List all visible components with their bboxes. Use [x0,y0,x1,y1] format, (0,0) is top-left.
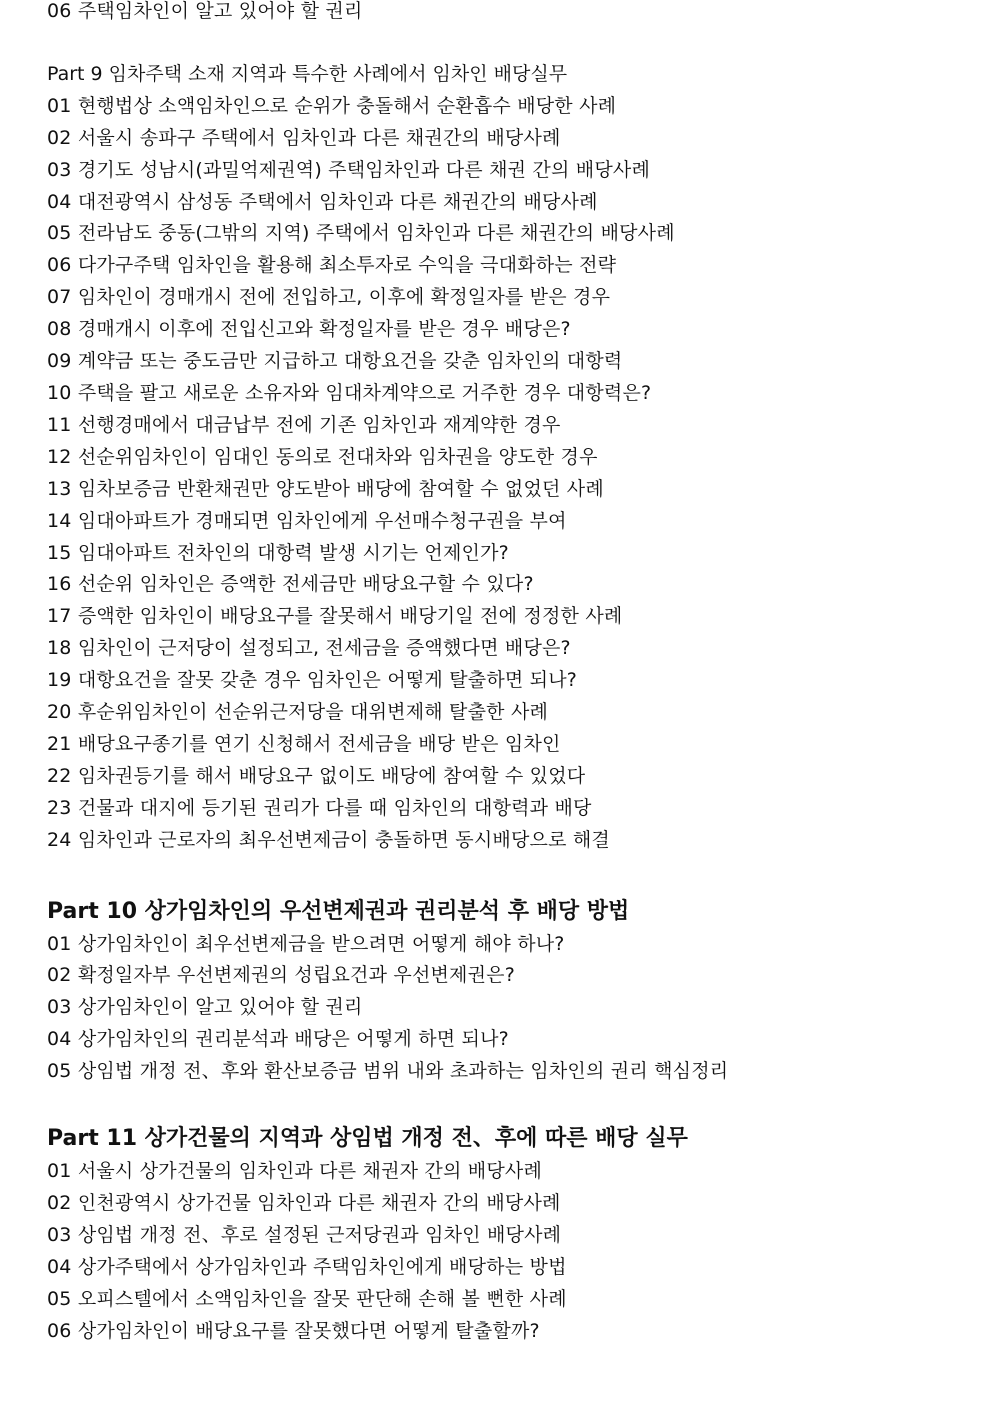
list-item: 23 건물과 대지에 등기된 권리가 다를 때 임차인의 대항력과 배당 [47,796,592,819]
list-item: 06 상가임차인이 배당요구를 잘못했다면 어떻게 탈출할까? [47,1319,540,1342]
list-item: 01 서울시 상가건물의 임차인과 다른 채권자 간의 배당사례 [47,1160,542,1183]
list-item: 05 전라남도 중동(그밖의 지역) 주택에서 임차인과 다른 채권간의 배당사례 [47,222,675,245]
part9-list [47,91,977,857]
list-item: 03 경기도 성남시(과밀억제권역) 주택임차인과 다른 채권 간의 배당사례 [47,158,650,181]
intro-item: 06 주택임차인이 알고 있어야 할 권리 [47,0,363,22]
list-item: 22 임차권등기를 해서 배당요구 없이도 배당에 참여할 수 있었다 [47,764,586,787]
list-item: 06 다가구주택 임차인을 활용해 최소투자로 수익을 극대화하는 전략 [47,254,617,277]
list-item: 04 상가주택에서 상가임차인과 주택임차인에게 배당하는 방법 [47,1255,567,1278]
list-item: 07 임차인이 경매개시 전에 전입하고, 이후에 확정일자를 받은 경우 [47,286,611,309]
list-item: 16 선순위 임차인은 증액한 전세금만 배당요구할 수 있다? [47,573,534,596]
list-item: 11 선행경매에서 대금납부 전에 기존 임차인과 재계약한 경우 [47,413,561,436]
list-item: 19 대항요건을 잘못 갖춘 경우 임차인은 어떻게 탈출하면 되나? [47,669,578,692]
list-item: 13 임차보증금 반환채권만 양도받아 배당에 참여할 수 없었던 사례 [47,477,604,500]
list-item: 09 계약금 또는 중도금만 지급하고 대항요건을 갖춘 임차인의 대항력 [47,350,623,373]
list-item: 04 상가임차인의 권리분석과 배당은 어떻게 하면 되나? [47,1028,509,1051]
list-item: 12 선순위임차인이 임대인 동의로 전대차와 임차권을 양도한 경우 [47,445,598,468]
list-item: 04 대전광역시 삼성동 주택에서 임차인과 다른 채권간의 배당사례 [47,190,598,213]
list-item: 14 임대아파트가 경매되면 임차인에게 우선매수청구권을 부여 [47,509,567,532]
list-item: 21 배당요구종기를 연기 신청해서 전세금을 배당 받은 임차인 [47,732,561,755]
list-item: 02 서울시 송파구 주택에서 임차인과 다른 채권간의 배당사례 [47,126,561,149]
list-item: 03 상임법 개정 전、후로 설정된 근저당권과 임차인 배당사례 [47,1223,562,1246]
list-item: 10 주택을 팔고 새로운 소유자와 임대차계약으로 거주한 경우 대항력은? [47,381,652,404]
list-item: 03 상가임차인이 알고 있어야 할 권리 [47,996,363,1019]
list-item: 05 오피스텔에서 소액임차인을 잘못 판단해 손해 볼 뻔한 사례 [47,1287,567,1310]
spacer [47,1088,977,1122]
part10-list [47,929,977,1089]
spacer [47,857,977,895]
spacer [47,28,977,59]
part11-title: Part 11 상가건물의 지역과 상임법 개정 전、후에 따른 배당 실무 [47,1126,688,1152]
list-item: 02 확정일자부 우선변제권의 성립요건과 우선변제권은? [47,964,516,987]
part10-title: Part 10 상가임차인의 우선변제권과 권리분석 후 배당 방법 [47,898,630,924]
list-item: 01 상가임차인이 최우선변제금을 받으려면 어떻게 해야 하나? [47,932,565,955]
list-item: 08 경매개시 이후에 전입신고와 확정일자를 받은 경우 배당은? [47,318,571,341]
list-item: 24 임차인과 근로자의 최우선변제금이 충돌하면 동시배당으로 해결 [47,828,610,851]
list-item: 15 임대아파트 전차인의 대항력 발생 시기는 언제인가? [47,541,509,564]
table-of-contents [47,0,977,1348]
part9-title: Part 9 임차주택 소재 지역과 특수한 사례에서 임차인 배당실무 [47,62,568,85]
list-item: 02 인천광역시 상가건물 임차인과 다른 채권자 간의 배당사례 [47,1192,561,1214]
list-item: 17 증액한 임차인이 배당요구를 잘못해서 배당기일 전에 정정한 사례 [47,605,623,628]
list-item: 01 현행법상 소액임차인으로 순위가 충돌해서 순환흡수 배당한 사례 [47,94,617,117]
part11-list [47,1156,977,1347]
list-item: 05 상임법 개정 전、후와 환산보증금 범위 내와 초과하는 임차인의 권리 핵심정리 [47,1060,729,1083]
list-item: 18 임차인이 근저당이 설정되고, 전세금을 증액했다면 배당은? [47,637,571,660]
list-item: 20 후순위임차인이 선순위근저당을 대위변제해 탈출한 사례 [47,701,549,724]
